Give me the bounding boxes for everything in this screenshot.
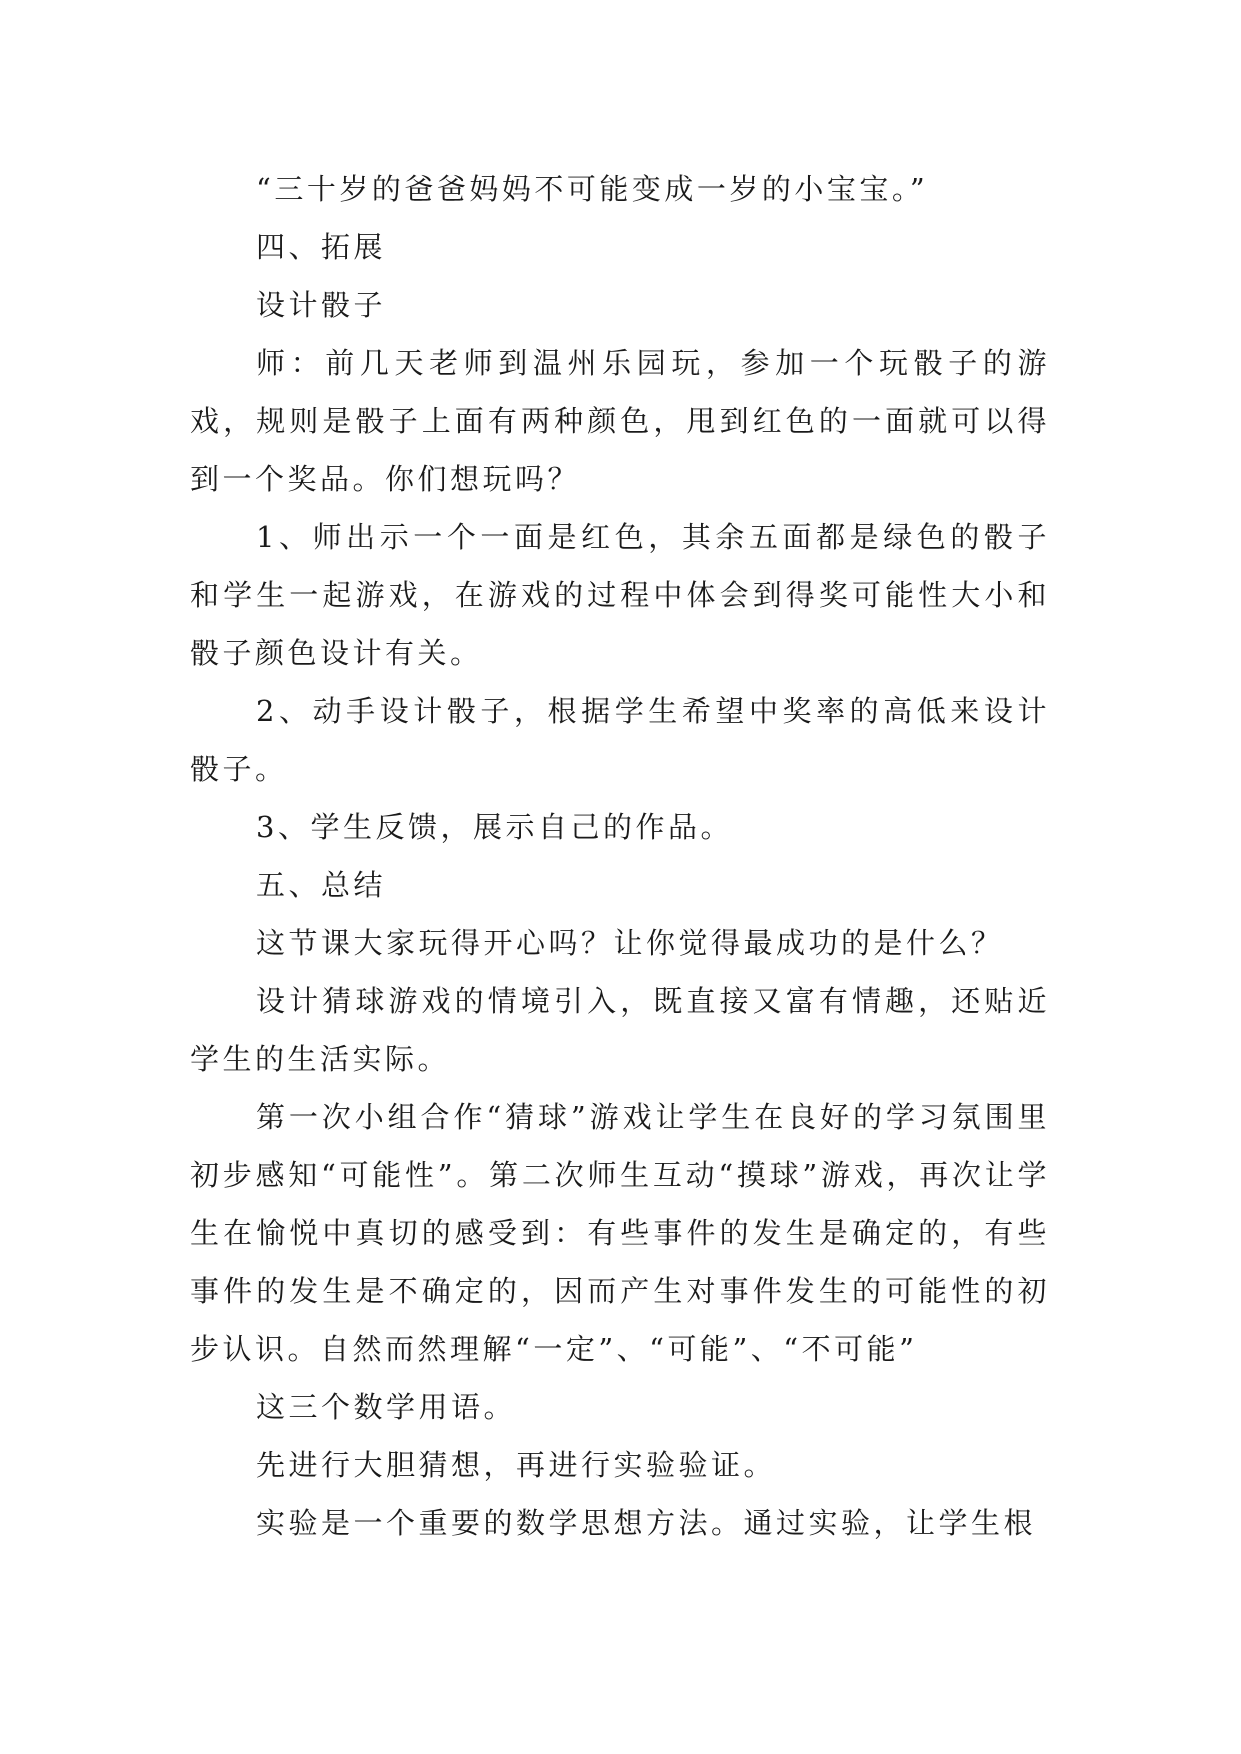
- paragraph-math-terms: 这三个数学用语。: [256, 1390, 517, 1424]
- subheading-design-dice: 设计骰子: [256, 288, 387, 322]
- section-heading-extension: 四、拓展: [256, 230, 387, 264]
- document-body: [190, 160, 1050, 1552]
- paragraph-step-3: 3、学生反馈，展示自己的作品。: [256, 810, 733, 844]
- paragraph-summary-question: 这节课大家玩得开心吗？让你觉得最成功的是什么？: [256, 926, 1004, 960]
- paragraph-teacher-intro: 师：前几天老师到温州乐园玩，参加一个玩骰子的游戏，规则是骰子上面有两种颜色，甩到红色的一面就可以得到一个奖品。你们想玩吗？: [190, 346, 1050, 496]
- paragraph-quote: “三十岁的爸爸妈妈不可能变成一岁的小宝宝。”: [256, 172, 929, 206]
- section-heading-summary: 五、总结: [256, 868, 387, 902]
- paragraph-step-2: 2、动手设计骰子，根据学生希望中奖率的高低来设计骰子。: [190, 694, 1050, 786]
- paragraph-reflection-games: 第一次小组合作“猜球”游戏让学生在良好的学习氛围里初步感知“可能性”。第二次师生互动“摸球”游戏，再次让学生在愉悦中真切的感受到：有些事件的发生是确定的，有些事件的发生是不确定的，因而产生对事件发生的可能性的初步认识。自然而然理解“一定”、“可能”、“不可能”: [190, 1100, 1050, 1366]
- paragraph-reflection-intro: 设计猜球游戏的情境引入，既直接又富有情趣，还贴近学生的生活实际。: [190, 984, 1050, 1076]
- paragraph-step-1: 1、师出示一个一面是红色，其余五面都是绿色的骰子和学生一起游戏，在游戏的过程中体会到得奖可能性大小和骰子颜色设计有关。: [190, 520, 1050, 670]
- paragraph-experiment: 实验是一个重要的数学思想方法。通过实验，让学生根: [256, 1506, 1037, 1540]
- paragraph-guess-verify: 先进行大胆猜想，再进行实验验证。: [256, 1448, 777, 1482]
